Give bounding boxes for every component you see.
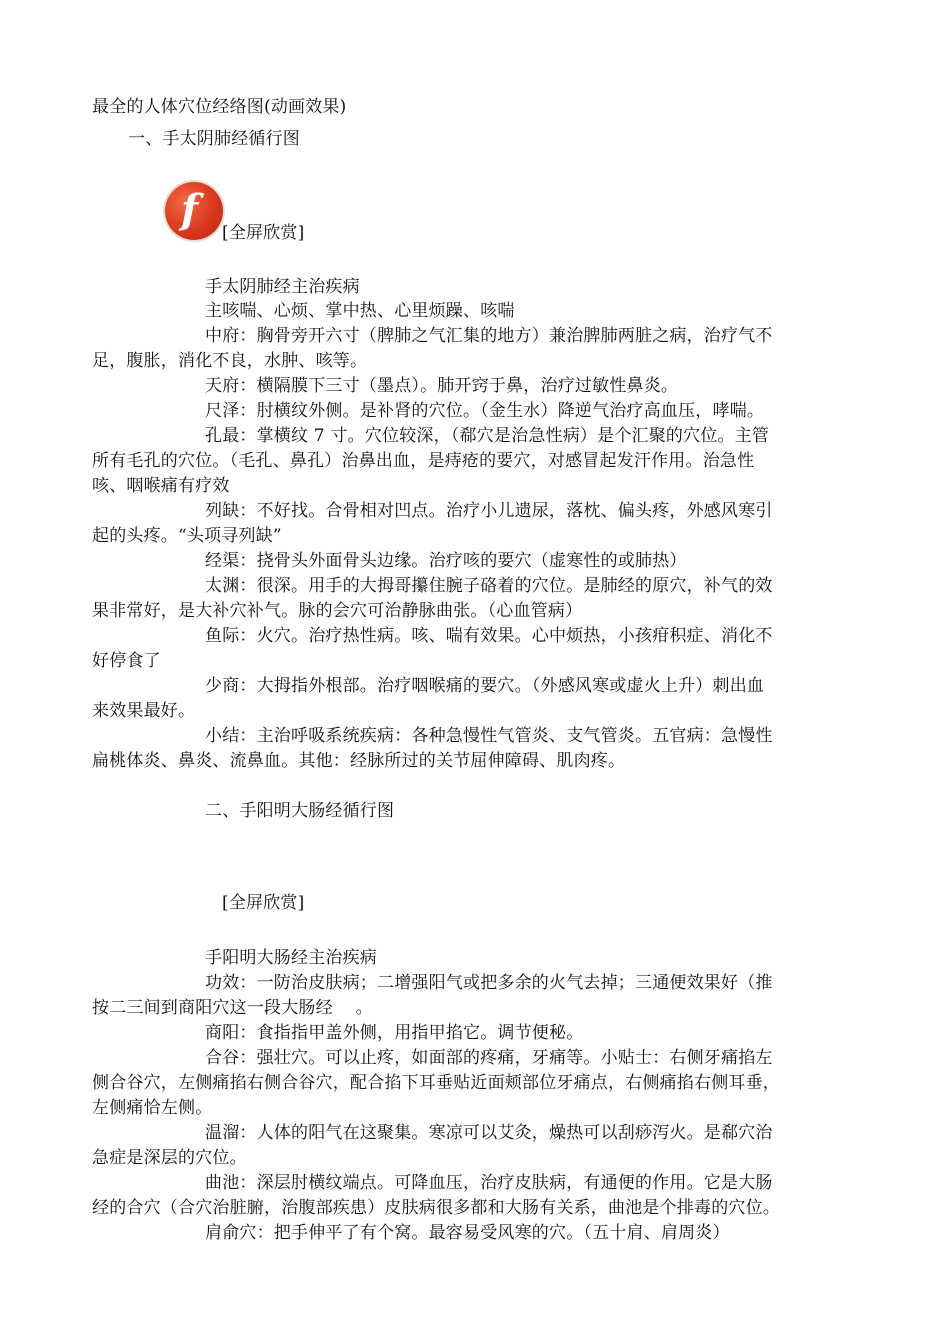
section2-line: 合谷：强壮穴。可以止疼，如面部的疼痛，牙痛等。小贴士：右侧牙痛掐左 [205,1048,773,1068]
section1-line: 起的头疼。“头项寻列缺” [92,526,282,546]
section1-heading: 一、手太阴肺经循行图 [128,129,300,149]
section2-line: 温溜：人体的阳气在这聚集。寒凉可以艾灸，燥热可以刮痧泻火。是郗穴治 [205,1123,773,1143]
section1-line: 少商：大拇指外根部。治疗咽喉痛的要穴。（外感风寒或虚火上升）刺出血 [205,676,765,696]
section1-line: 咳、咽喉痛有疗效 [92,476,230,496]
section1-line: 所有毛孔的穴位。（毛孔、鼻孔）治鼻出血，是痔疮的要穴，对感冒起发汗作用。治急性 [92,451,755,471]
section1-line: 鱼际：火穴。治疗热性病。咳、喘有效果。心中烦热，小孩疳积症、消化不 [205,626,773,646]
section1-line: 小结：主治呼吸系统疾病：各种急慢性气管炎、支气管炎。五官病：急慢性 [205,726,773,746]
section2-fullscreen-link[interactable]: [全屏欣赏] [222,893,305,913]
section1-line: 手太阴肺经主治疾病 [205,277,360,297]
section2-line: 商阳：食指指甲盖外侧，用指甲掐它。调节便秘。 [205,1023,584,1043]
section1-line: 来效果最好。 [92,701,196,721]
section1-line: 足，腹胀，消化不良，水肿、咳等。 [92,351,368,371]
section1-fullscreen-link[interactable]: [全屏欣赏] [222,223,305,243]
section2-line: 按二三间到商阳穴这一段大肠经 。 [92,998,373,1018]
section1-line: 扁桃体炎、鼻炎、流鼻血。其他：经脉所过的关节屈伸障碍、肌肉疼。 [92,751,626,771]
section2-line: 经的合穴（合穴治脏腑，治腹部疾患）皮肤病很多都和大肠有关系，曲池是个排毒的穴位。 [92,1198,780,1218]
section1-line: 列缺：不好找。合骨相对凹点。治疗小儿遗尿，落枕、偏头疼，外感风寒引 [205,501,773,521]
section2-line: 曲池：深层肘横纹端点。可降血压，治疗皮肤病，有通便的作用。它是大肠 [205,1173,773,1193]
section2-line: 功效：一防治皮肤病；二增强阳气或把多余的火气去掉；三通便效果好（推 [205,973,773,993]
section1-line: 尺泽：肘横纹外侧。是补肾的穴位。（金生水）降逆气治疗高血压，哮喘。 [205,401,765,421]
section1-line: 太渊：很深。用手的大拇哥攥住腕子硌着的穴位。是肺经的原穴，补气的效 [205,576,773,596]
section1-line: 中府：胸骨旁开六寸（脾肺之气汇集的地方）兼治脾肺两脏之病，治疗气不 [205,326,773,346]
document-title: 最全的人体穴位经络图(动画效果) [92,97,347,117]
section2-line: 急症是深层的穴位。 [92,1148,247,1168]
section1-line: 孔最：掌横纹 7 寸。穴位较深，（郗穴是治急性病）是个汇聚的穴位。主管 [205,426,770,446]
section1-line: 天府：横隔膜下三寸（墨点）。肺开窍于鼻，治疗过敏性鼻炎。 [205,376,679,396]
section1-line: 好停食了 [92,651,161,671]
section2-line: 手阳明大肠经主治疾病 [205,948,377,968]
section1-line: 果非常好，是大补穴补气。脉的会穴可治静脉曲张。（心血管病） [92,601,583,621]
section2-line: 肩俞穴：把手伸平了有个窝。最容易受风寒的穴。（五十肩、肩周炎） [205,1223,730,1243]
flash-player-icon[interactable]: f [165,182,223,240]
section2-line: 左侧痛恰左侧。 [92,1098,213,1118]
section1-line: 主咳喘、心烦、掌中热、心里烦躁、咳喘 [205,301,515,321]
section2-heading: 二、手阳明大肠经循行图 [205,801,395,821]
section2-line: 侧合谷穴，左侧痛掐右侧合谷穴，配合掐下耳垂贴近面颊部位牙痛点，右侧痛掐右侧耳垂， [92,1073,780,1093]
section1-line: 经渠：挠骨头外面骨头边缘。治疗咳的要穴（虚寒性的或肺热） [205,551,687,571]
